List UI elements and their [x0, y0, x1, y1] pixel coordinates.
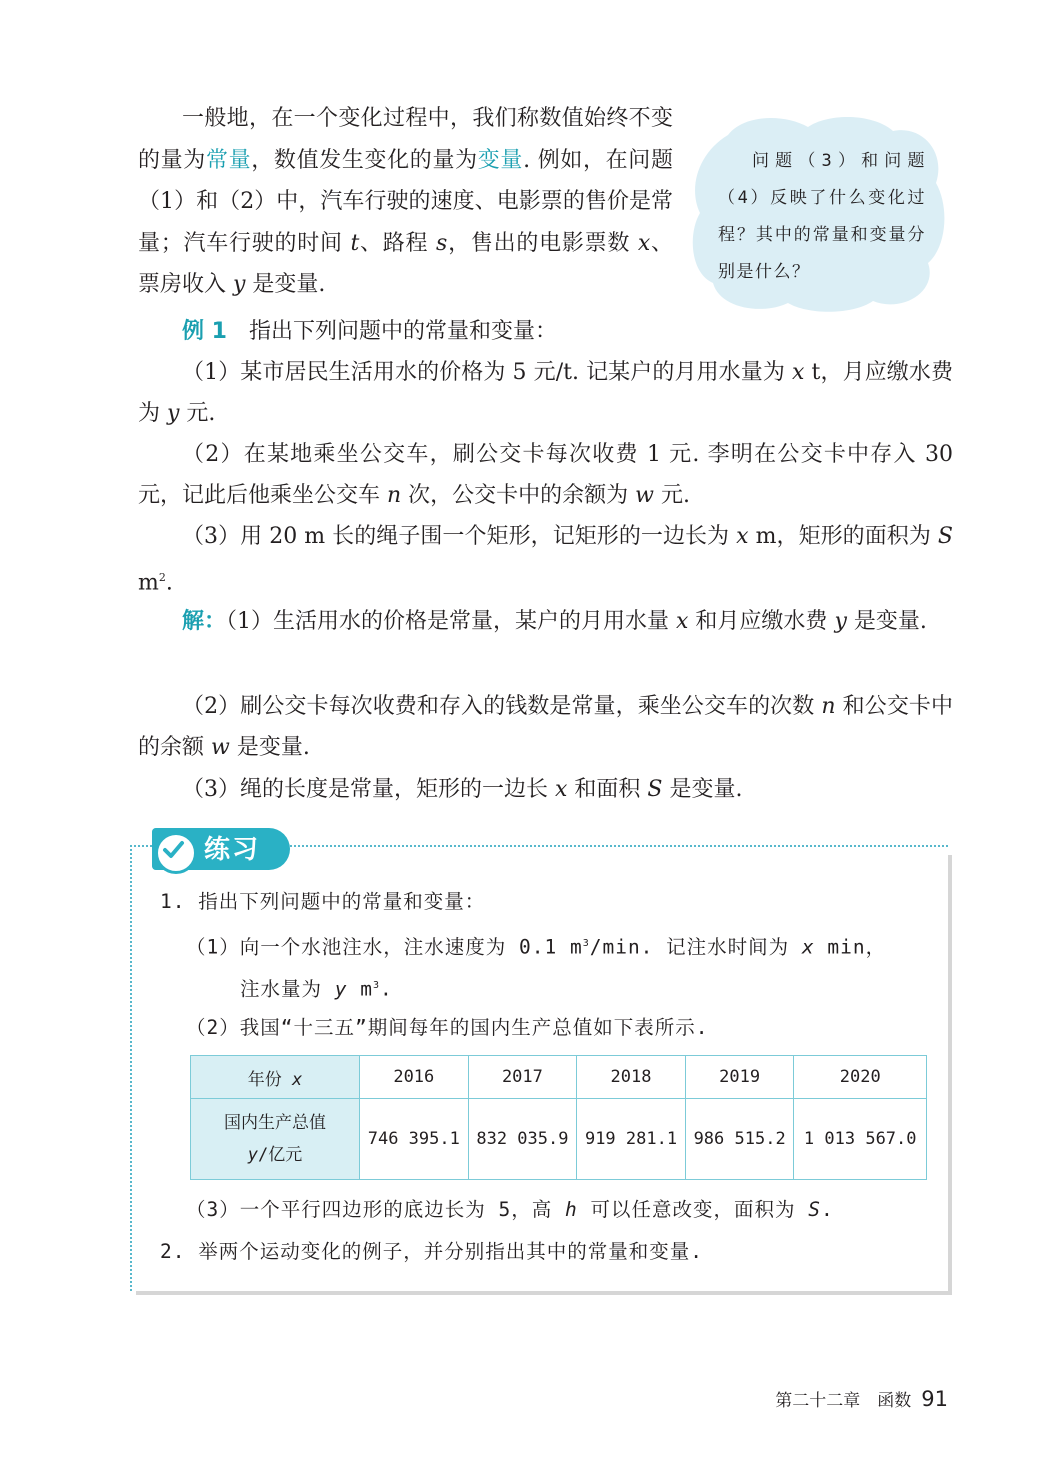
gdp-value-cell: 832 035.9: [468, 1099, 577, 1180]
year-cell: 2020: [794, 1056, 927, 1099]
exercise-title: 练习: [204, 835, 261, 865]
exercise-item-2: 2. 举两个运动变化的例子，并分别指出其中的常量和变量.: [160, 1240, 703, 1263]
intro-text: 、路程: [359, 230, 437, 256]
var-y: y: [834, 609, 847, 634]
intro-text: 是变量.: [245, 272, 326, 297]
var-y: y: [233, 272, 246, 297]
text-run: （3）用 20 m 长的绳子围一个矩形，记矩形的一边长为: [182, 524, 737, 549]
var-S: S: [937, 524, 953, 549]
text-run: min，: [814, 935, 887, 959]
exercise-sub-1-cont: [240, 966, 393, 1010]
solution-3: [138, 769, 953, 810]
example-question-2: [138, 434, 953, 516]
text-run: m: [347, 977, 373, 1001]
text-run: （1）某市居民生活用水的价格为 5 元/t. 记某户的月用水量为: [182, 360, 793, 385]
var-t: t: [350, 230, 360, 256]
example-question-3: [138, 516, 953, 603]
text-run: （1）生活用水的价格是常量，某户的月用水量: [226, 609, 677, 634]
year-cell: 2019: [685, 1056, 794, 1099]
table-header-row: [191, 1056, 927, 1099]
var-x: x: [555, 777, 568, 802]
exercise-badge-icon: [155, 832, 197, 874]
year-cell: 2017: [468, 1056, 577, 1099]
var-S: S: [808, 1198, 821, 1221]
intro-text: ，售出的电影票数: [447, 230, 638, 256]
var-y: y: [167, 401, 180, 426]
example-prompt: 指出下列问题中的常量和变量：: [248, 319, 557, 344]
superscript: 2: [158, 571, 166, 584]
intro-text: 、票房收入: [138, 230, 673, 297]
text-run: .: [380, 977, 393, 1001]
term-variable: 变量: [477, 147, 524, 173]
exercise-sub-3: [186, 1190, 834, 1230]
exercise-sub-1: [186, 924, 886, 968]
text-run: 元.: [654, 483, 691, 508]
solution-2: [138, 686, 953, 768]
var-y: y: [334, 977, 348, 1001]
text-run: （1）向一个水池注水，注水速度为 0.1 m: [186, 935, 583, 959]
var-x: x: [637, 230, 651, 256]
text-run: （3）一个平行四边形的底边长为 5，高: [186, 1198, 565, 1221]
text-run: （2）在某地乘坐公交车，刷公交卡每次收费 1 元. 李明在公交卡中存入 30 元，记此后他乘坐公交车: [138, 442, 953, 508]
text-run: t，月应缴水费为: [138, 360, 953, 426]
superscript: 3: [582, 938, 590, 949]
cloud-note-text: 问题（3）和问题（4）反映了什么变化过程？其中的常量和变量分别是什么？: [718, 151, 926, 282]
check-icon: [158, 835, 188, 865]
example-heading: [138, 311, 953, 352]
text-run: 是变量.: [229, 735, 310, 760]
gdp-value-cell: 1 013 567.0: [794, 1099, 927, 1180]
var-x: x: [801, 935, 815, 959]
table-header-cell: [191, 1056, 360, 1099]
var-x: x: [792, 360, 805, 385]
intro-text: ，数值发生变化的量为: [251, 147, 478, 173]
exercise-item-1: 1. 指出下列问题中的常量和变量：: [160, 890, 486, 913]
var-x: x: [676, 609, 689, 634]
example-question-1: [138, 352, 953, 434]
text-run: 可以任意改变，面积为: [577, 1198, 809, 1221]
text-run: （3）绳的长度是常量，矩形的一边长: [182, 777, 555, 802]
text-run: m，矩形的面积为: [748, 524, 938, 549]
text-run: 是变量.: [662, 777, 743, 802]
var-s: s: [436, 230, 448, 256]
var-w: w: [635, 483, 655, 508]
superscript: 3: [372, 980, 381, 991]
gdp-value-cell: 919 281.1: [577, 1099, 686, 1180]
text-run: 年份: [247, 1069, 292, 1090]
text-run: m: [138, 570, 159, 596]
text-run: /min. 记注水时间为: [589, 935, 802, 959]
text-run: 和面积: [567, 777, 648, 802]
var-x: x: [292, 1069, 303, 1090]
intro-text: . 例如，在问题（1）和（2）中，汽车行驶的速度、电影票的售价是常量；汽车行驶的时间: [138, 147, 673, 256]
page-footer: [775, 1386, 948, 1411]
var-n: n: [821, 694, 836, 719]
gdp-table: [190, 1055, 927, 1180]
example-label: 例 1: [182, 319, 227, 344]
text-run: 和公交卡中的余额: [138, 694, 953, 760]
text-run: 国内生产总值: [224, 1113, 326, 1133]
intro-text: 一般地，在一个变化过程中，我们称数值始终不变的量为: [138, 106, 673, 173]
gdp-value-cell: 986 515.2: [685, 1099, 794, 1180]
year-cell: 2018: [577, 1056, 686, 1099]
year-cell: 2016: [360, 1056, 469, 1099]
var-h: h: [564, 1198, 578, 1221]
var-S: S: [647, 777, 663, 802]
text-run: /亿元: [258, 1145, 303, 1165]
side-note-cloud: [688, 113, 948, 313]
intro-paragraph: [138, 98, 673, 306]
var-x: x: [736, 524, 749, 549]
term-constant: 常量: [205, 147, 252, 173]
solution-1: [138, 601, 953, 642]
exercise-sub-2: （2）我国“十三五”期间每年的国内生产总值如下表所示.: [186, 1016, 709, 1039]
text-run: .: [820, 1198, 834, 1221]
text-run: 注水量为: [240, 977, 335, 1001]
table-row-label: [191, 1099, 360, 1180]
text-run: 次，公交卡中的余额为: [401, 483, 636, 508]
var-w: w: [211, 735, 230, 760]
var-y: y: [247, 1145, 258, 1165]
solution-label: 解：: [182, 609, 227, 634]
var-n: n: [387, 483, 402, 508]
page-number: 91: [921, 1387, 948, 1411]
text-run: 元.: [179, 401, 216, 426]
text-run: （2）刷公交卡每次收费和存入的钱数是常量，乘坐公交车的次数: [182, 694, 822, 719]
text-run: .: [165, 570, 173, 596]
chapter-label: 第二十二章 函数: [775, 1391, 912, 1411]
table-row: [191, 1099, 927, 1180]
text-run: 和月应缴水费: [688, 609, 835, 634]
text-run: 是变量.: [846, 609, 927, 634]
gdp-value-cell: 746 395.1: [360, 1099, 469, 1180]
